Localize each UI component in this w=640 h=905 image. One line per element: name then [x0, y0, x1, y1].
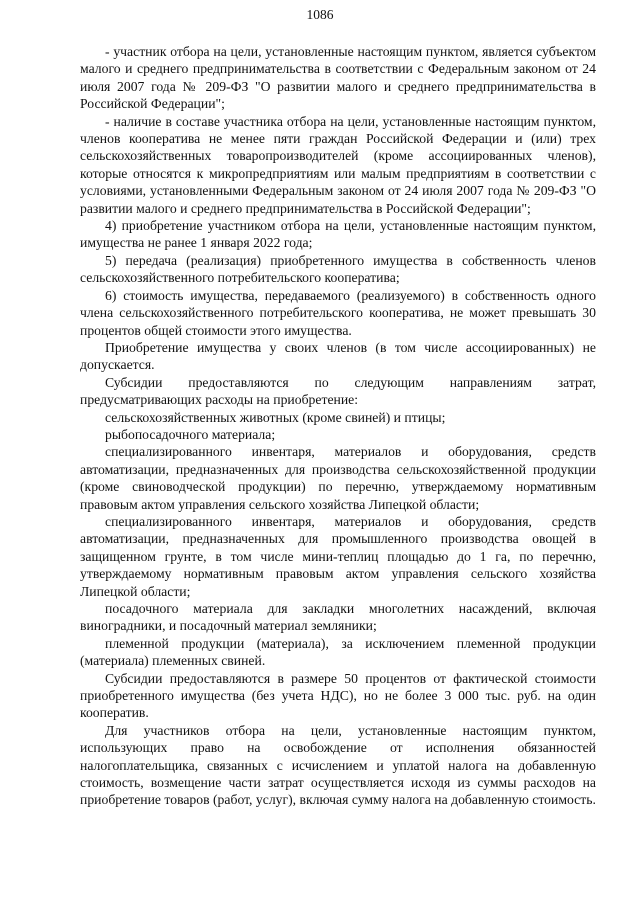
page-number: 1086 — [306, 7, 334, 22]
paragraph: специализированного инвентаря, материалов и оборудования, средств автоматизации, предназначенных для производства сельскохозяйственной продукции (кроме свиноводческой продукции) по перечню, утверждаемому нормативным правовым актом управления сельского хозяйства Липецкой области; — [80, 444, 596, 512]
paragraph: 5) передача (реализация) приобретенного имущества в собственность членов сельскохозяйственного потребительского кооператива; — [80, 252, 596, 286]
paragraph: 4) приобретение участником отбора на цели, установленные настоящим пунктом, имущества не ранее 1 января 2022 года; — [80, 218, 596, 251]
paragraph: рыбопосадочного материала; — [105, 426, 276, 442]
paragraph: специализированного инвентаря, материалов и оборудования, средств автоматизации, предназначенных для промышленного производства овощей в защищенном грунте, в том числе мини-теплиц площадью до 1 га, по перечню, утверждаемому нормативным правовым актом управления сельского хозяйства Липецкой области; — [80, 513, 596, 599]
paragraph: Субсидии предоставляются по следующим направлениям затрат, предусматривающих расходы на приобретение: — [80, 374, 596, 408]
paragraph: посадочного материала для закладки многолетних насаждений, включая виноградники, и посадочный материал земляники; — [80, 601, 596, 634]
paragraph: Субсидии предоставляются в размере 50 процентов от фактической стоимости приобретенного имущества (без учета НДС), но не более 3 000 тыс. руб. на один кооператив. — [80, 670, 596, 721]
paragraph: - участник отбора на цели, установленные настоящим пунктом, является субъектом малого и среднего предпринимательства в соответствии с Федеральным законом от 24 июля 2007 года № 209-ФЗ "О развитии малого и среднего предпринимательства в Российской Федерации"; — [80, 44, 596, 112]
paragraph: - наличие в составе участника отбора на цели, установленные настоящим пунктом, членов кооператива не менее пяти граждан Российской Федерации и (или) трех сельскохозяйственных товаропроизводителей (кроме ассоциированных членов), которые относятся к микропредприятиям или малым предприятиям в соответствии с условиями, установленными Федеральным законом от 24 июля 2007 года № 209-ФЗ "О развитии малого и среднего предпринимательства в Российской Федерации"; — [80, 113, 596, 216]
paragraph: сельскохозяйственных животных (кроме свиней) и птицы; — [105, 409, 446, 425]
paragraph: 6) стоимость имущества, передаваемого (реализуемого) в собственность одного члена сельскохозяйственного потребительского кооператива, не может превышать 30 процентов общей стоимости этого имущества. — [80, 287, 596, 338]
paragraph: Приобретение имущества у своих членов (в том числе ассоциированных) не допускается. — [80, 339, 596, 373]
document-body — [80, 43, 596, 809]
paragraph: племенной продукции (материала), за исключением племенной продукции (материала) племенных свиней. — [80, 635, 596, 669]
paragraph: Для участников отбора на цели, установленные настоящим пунктом, использующих право на освобождение от исполнения обязанностей налогоплательщика, связанных с исчислением и уплатой налога на добавленную стоимость, возмещение части затрат осуществляется исходя из суммы расходов на приобретение товаров (работ, услуг), включая сумму налога на добавленную стоимость. — [80, 722, 596, 808]
